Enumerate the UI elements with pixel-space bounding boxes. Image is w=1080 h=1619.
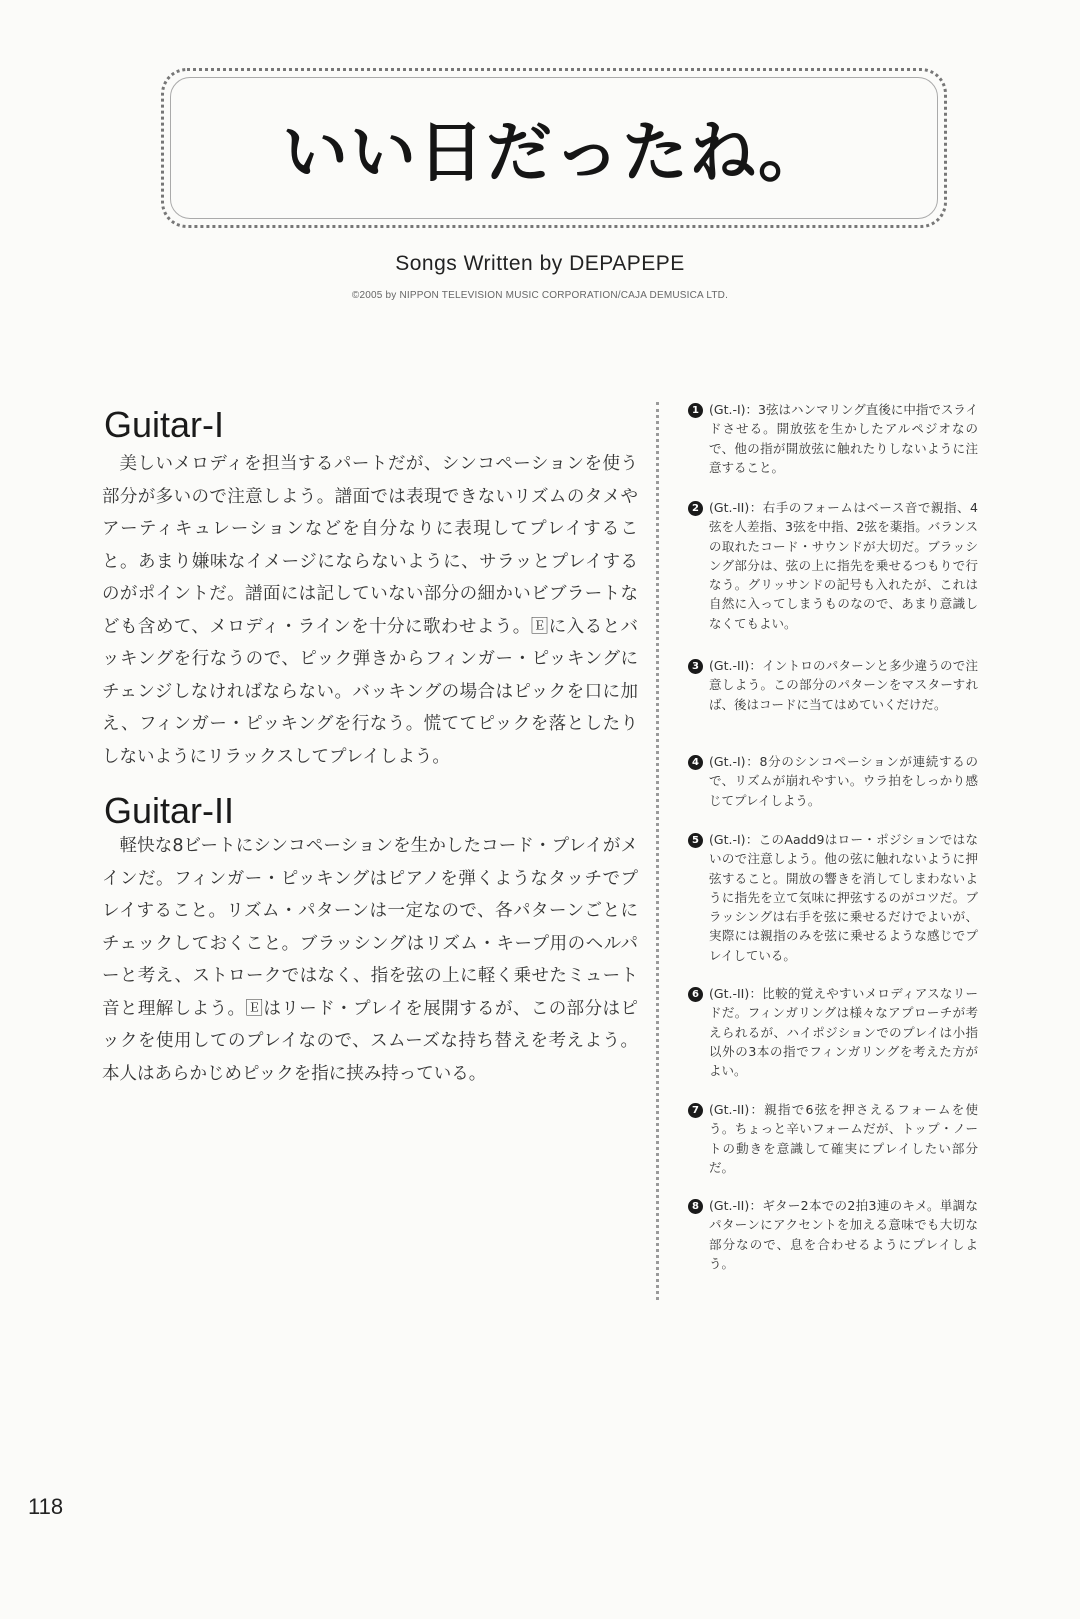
title-box bbox=[161, 68, 947, 228]
performance-notes bbox=[688, 400, 978, 1273]
note-item bbox=[688, 1100, 978, 1196]
section-body-guitar-1: 美しいメロディを担当するパートだが、シンコペーションを使う部分が多いので注意しよう。譜面では表現できないリズムのタメやアーティキュレーションなどを自分なりに表現してプレイすること。あまり嫌味なイメージにならないように、サラッとプレイするのがポイントだ。譜面には記していない部分の細かいビブラートなども含めて、メロディ・ラインを十分に歌わせよう。🄴に入るとバッキングを行なうので、ピック弾きからフィンガー・ピッキングにチェンジしなければならない。バッキングの場合はピックを口に加え、フィンガー・ピッキングを行なう。慌ててピックを落としたりしないようにリラックスしてプレイしよう。 bbox=[102, 454, 638, 767]
note-item bbox=[688, 752, 978, 830]
note-text: (Gt.-II)：比較的覚えやすいメロディアスなリードだ。フィンガリングは様々なアプローチが考えられるが、ハイポジションでのプレイは小指以外の3本の指でフィンガリングを考えた方がよい。 bbox=[709, 986, 978, 1079]
note-number-badge: 5 bbox=[688, 833, 703, 848]
note-item bbox=[688, 400, 978, 498]
section-heading-guitar-2: Guitar-II bbox=[104, 790, 235, 831]
column-divider bbox=[656, 402, 659, 1300]
note-item bbox=[688, 1196, 978, 1273]
note-text: (Gt.-I)：8分のシンコペーションが連続するので、リズムが崩れやすい。ウラ拍をしっかり感じてプレイしよう。 bbox=[709, 754, 978, 808]
note-number-badge: 8 bbox=[688, 1199, 703, 1214]
note-text: (Gt.-II)：イントロのパターンと多少違うので注意しよう。この部分のパターンをマスターすれば、後はコードに当てはめていくだけだ。 bbox=[709, 658, 978, 712]
section-body-guitar-2: 軽快な8ビートにシンコペーションを生かしたコード・プレイがメインだ。フィンガー・ピッキングはピアノを弾くようなタッチでプレイすること。リズム・パターンは一定なので、各パターンごとにチェックしておくこと。ブラッシングはリズム・キープ用のヘルパーと考え、ストロークではなく、指を弦の上に軽く乗せたミュート音と理解しよう。🄴はリード・プレイを展開するが、この部分はピックを使用してのプレイなので、スムーズな持ち替えを考えよう。本人はあらかじめピックを指に挟み持っている。 bbox=[102, 836, 638, 1084]
note-text: (Gt.-II)：親指で6弦を押さえるフォームを使う。ちょっと辛いフォームだが、トップ・ノートの動きを意識して確実にプレイしたい部分だ。 bbox=[709, 1102, 978, 1175]
note-number-badge: 1 bbox=[688, 403, 703, 418]
note-number-badge: 4 bbox=[688, 755, 703, 770]
section-heading-guitar-1: Guitar-I bbox=[104, 404, 225, 445]
note-item bbox=[688, 656, 978, 752]
note-item bbox=[688, 984, 978, 1100]
note-number-badge: 2 bbox=[688, 501, 703, 516]
note-number-badge: 3 bbox=[688, 659, 703, 674]
note-number-badge: 7 bbox=[688, 1103, 703, 1118]
note-text: (Gt.-I)：3弦はハンマリング直後に中指でスライドさせる。開放弦を生かしたアルペジオなので、他の指が開放弦に触れたりしないように注意すること。 bbox=[709, 402, 978, 475]
song-title: いい日だったね。 bbox=[282, 114, 826, 191]
page-number: 118 bbox=[28, 1494, 64, 1519]
note-text: (Gt.-II)：右手のフォームはベース音で親指、4弦を人差指、3弦を中指、2弦を薬指。バランスの取れたコード・サウンドが大切だ。ブラッシング部分は、弦の上に指先を乗せるつもりで行なう。グリッサンドの記号も入れたが、これは自然に入ってしまうものなので、あまり意識しなくてもよい。 bbox=[709, 500, 978, 631]
copyright-notice: ©2005 by NIPPON TELEVISION MUSIC CORPORATION/CAJA DEMUSICA LTD. bbox=[351, 290, 729, 301]
note-number-badge: 6 bbox=[688, 987, 703, 1002]
note-text: (Gt.-I)：このAadd9はロー・ポジションではないので注意しよう。他の弦に触れないように押弦すること。開放の響きを消してしまわないように指先を立て気味に押弦するのがコツだ。ブラッシングは右手を弦に乗せるだけでよいが、実際には親指のみを弦に乗せるような感じでプレイしている。 bbox=[709, 832, 978, 963]
songwriter-credit: Songs Written by DEPAPEPE bbox=[395, 252, 685, 275]
note-item bbox=[688, 830, 978, 984]
note-text: (Gt.-II)：ギター2本での2拍3連のキメ。単調なパターンにアクセントを加える意味でも大切な部分なので、息を合わせるようにプレイしよう。 bbox=[709, 1198, 978, 1271]
note-item bbox=[688, 498, 978, 656]
